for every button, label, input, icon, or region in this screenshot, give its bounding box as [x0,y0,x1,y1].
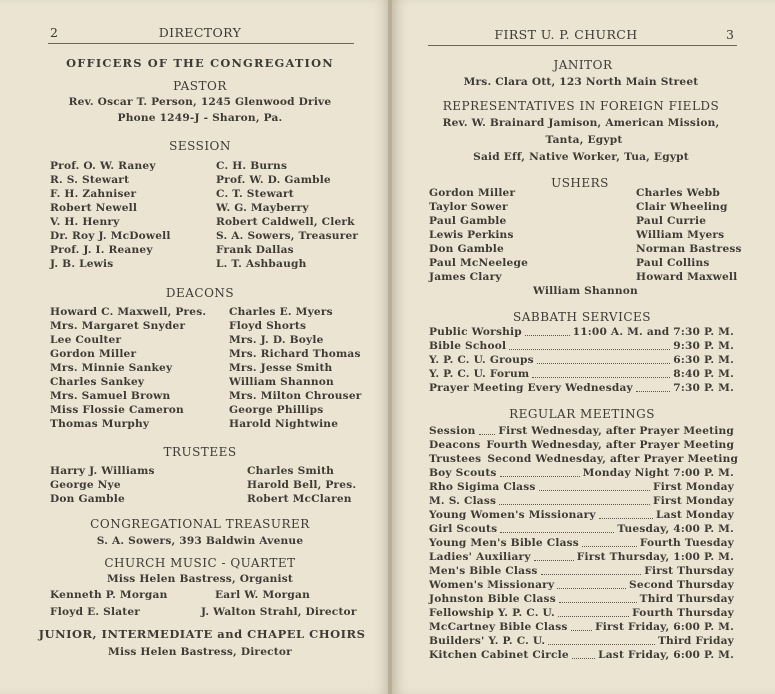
trustee-member: George Nye [50,479,121,491]
page-header-title: DIRECTORY [158,25,242,40]
ushers-heading: USHERS [551,176,609,190]
meeting-row [429,566,734,577]
schedule-row [429,369,734,380]
usher-name: Paul McNeelege [429,257,529,269]
trustee-member: Harry J. Williams [50,465,155,477]
schedule-label: Y. P. C. U. Groups [429,354,534,366]
usher-name: William Shannon [533,285,638,297]
meeting-label: McCartney Bible Class [429,621,568,633]
usher-name: Clair Wheeling [636,201,728,213]
meeting-time: First Wednesday, after Prayer Meeting [498,425,734,437]
foreign-heading: REPRESENTATIVES IN FOREIGN FIELDS [442,99,720,113]
quartet-member: Earl W. Morgan [215,589,311,601]
session-member: Prof. J. I. Reaney [50,244,153,256]
meeting-label: Girl Scouts [429,523,498,535]
dot-leader [500,532,614,533]
deacon-member: Mrs. Minnie Sankey [50,362,173,374]
meeting-time: Fourth Wednesday, after Prayer Meeting [486,439,735,451]
meeting-row [429,468,734,479]
treasurer-heading: CONGREGATIONAL TREASURER [90,517,310,531]
deacon-member: Mrs. J. D. Boyle [229,334,324,346]
organist-line: Miss Helen Bastress, Organist [106,573,294,585]
usher-name: William Myers [636,229,725,241]
foreign-line-1: Rev. W. Brainard Jamison, American Mission, [442,117,720,129]
page-right [392,0,775,694]
deacon-member: Mrs. Samuel Brown [50,390,171,402]
pastor-heading: PASTOR [173,79,227,93]
deacon-member: William Shannon [229,376,334,388]
schedule-label: Public Worship [429,326,522,338]
schedule-row [429,327,734,338]
quartet-director: J. Walton Strahl, Director [201,606,357,618]
deacon-member: Mrs. Richard Thomas [229,348,361,360]
meeting-label: Men's Bible Class [429,565,538,577]
meeting-row [429,552,734,563]
meeting-time: Second Thursday [629,579,734,591]
meeting-label: Women's Missionary [429,579,555,591]
meeting-row [429,538,734,549]
meeting-label: Boy Scouts [429,467,497,479]
schedule-time: 9:30 P. M. [673,340,734,352]
deacon-member: Charles E. Myers [229,306,333,318]
session-member: J. B. Lewis [50,258,114,270]
schedule-row [429,355,734,366]
schedule-label: Prayer Meeting Every Wednesday [429,382,633,394]
deacon-member: Harold Nightwine [229,418,339,430]
dot-leader [541,574,642,575]
meeting-row [429,482,734,493]
meeting-label: Ladies' Auxiliary [429,551,531,563]
deacon-member: Mrs. Margaret Snyder [50,320,186,332]
schedule-label: Bible School [429,340,507,352]
dot-leader [534,560,574,561]
page-number: 3 [726,27,735,42]
dot-leader [599,518,653,519]
schedule-row [429,383,734,394]
trustees-heading: TRUSTEES [163,445,237,459]
pastor-line-1: Rev. Oscar T. Person, 1245 Glenwood Drive [68,96,332,108]
usher-name: Charles Webb [636,187,720,199]
usher-name: Lewis Perkins [429,229,514,241]
dot-leader [636,391,670,392]
meeting-time: First Thursday [644,565,734,577]
deacon-member: Floyd Shorts [229,320,307,332]
schedule-row [429,341,734,352]
session-member: R. S. Stewart [50,174,130,186]
dot-leader [499,504,650,505]
sabbath-heading: SABBATH SERVICES [513,310,651,324]
meeting-time: First Thursday, 1:00 P. M. [576,551,734,563]
usher-name: Paul Currie [636,215,707,227]
trustee-member: Charles Smith [247,465,335,477]
usher-name: Taylor Sower [429,201,508,213]
meeting-label: Fellowship Y. P. C. U. [429,607,555,619]
meeting-label: Builders' Y. P. C. U. [429,635,546,647]
session-member: Prof. W. D. Gamble [216,174,331,186]
meeting-time: First Friday, 6:00 P. M. [595,621,734,633]
meeting-time: Tuesday, 4:00 P. M. [617,523,734,535]
meeting-time: Third Thursday [639,593,734,605]
usher-name: Paul Collins [636,257,710,269]
meeting-row [429,496,734,507]
meeting-time: Last Monday [656,509,734,521]
meeting-label: Trustees [429,453,482,465]
choirs-heading: JUNIOR, INTERMEDIATE and CHAPEL CHOIRS [38,627,366,641]
session-member: C. T. Stewart [216,188,294,200]
deacon-member: Mrs. Milton Chrouser [229,390,362,402]
meeting-label: Deacons [429,439,481,451]
session-heading: SESSION [169,139,231,153]
music-heading: CHURCH MUSIC - QUARTET [104,556,296,570]
meeting-row [429,510,734,521]
dot-leader [525,335,570,336]
usher-name: Gordon Miller [429,187,516,199]
officers-title: OFFICERS OF THE CONGREGATION [66,56,334,70]
usher-name: Norman Bastress [636,243,742,255]
meeting-row [429,580,734,591]
session-member: C. H. Burns [216,160,288,172]
meeting-time: Second Wednesday, after Prayer Meeting [487,453,739,465]
session-member: Robert Caldwell, Clerk [216,216,355,228]
janitor-heading: JANITOR [553,58,613,72]
dot-leader [500,476,580,477]
meeting-row [429,622,734,633]
session-member: Dr. Roy J. McDowell [50,230,171,242]
schedule-time: 11:00 A. M. and 7:30 P. M. [572,326,734,338]
session-member: Robert Newell [50,202,138,214]
meeting-label: Young Women's Missionary [429,509,596,521]
meeting-row [429,426,734,437]
meeting-time: First Monday [653,495,734,507]
trustee-member: Don Gamble [50,493,125,505]
usher-name: Paul Gamble [429,215,507,227]
meeting-row [429,440,734,451]
deacon-member: Charles Sankey [50,376,145,388]
dot-leader [537,363,670,364]
page-number: 2 [50,25,59,40]
quartet-member: Kenneth P. Morgan [50,589,168,601]
meeting-label: Kitchen Cabinet Circle [429,649,569,661]
header-rule [428,45,737,46]
meeting-row [429,608,734,619]
schedule-label: Y. P. C. U. Forum [429,368,530,380]
meeting-label: Young Men's Bible Class [429,537,579,549]
meeting-time: First Monday [653,481,734,493]
meeting-label: M. S. Class [429,495,497,507]
quartet-member: Floyd E. Slater [50,606,141,618]
meeting-label: Johnston Bible Class [429,593,556,605]
meeting-time: Monday Night 7:00 P. M. [582,467,734,479]
dot-leader [558,616,629,617]
deacon-member: Thomas Murphy [50,418,150,430]
deacon-member: Mrs. Jesse Smith [229,362,333,374]
foreign-line-3: Said Eff, Native Worker, Tua, Egypt [473,151,689,163]
deacon-member: Miss Flossie Cameron [50,404,184,416]
janitor-line: Mrs. Clara Ott, 123 North Main Street [463,76,699,88]
foreign-line-2: Tanta, Egypt [545,134,623,146]
usher-name: James Clary [429,271,502,283]
deacon-member: Gordon Miller [50,348,137,360]
session-member: L. T. Ashbaugh [216,258,307,270]
usher-name: Howard Maxwell [636,271,738,283]
session-member: F. H. Zahniser [50,188,137,200]
page-header-title: FIRST U. P. CHURCH [494,27,638,42]
dot-leader [557,588,626,589]
treasurer-line: S. A. Sowers, 393 Baldwin Avenue [96,535,304,547]
header-rule [48,43,354,44]
dot-leader [559,602,637,603]
dot-leader [539,490,650,491]
session-member: V. H. Henry [50,216,120,228]
meeting-time: Fourth Thursday [632,607,734,619]
meeting-label: Session [429,425,476,437]
dot-leader [509,349,670,350]
session-member: Prof. O. W. Raney [50,160,156,172]
schedule-time: 6:30 P. M. [673,354,734,366]
trustee-member: Harold Bell, Pres. [247,479,357,491]
dot-leader [582,546,637,547]
dot-leader [479,434,496,435]
meeting-label: Rho Sigima Class [429,481,536,493]
meeting-time: Fourth Tuesday [639,537,734,549]
schedule-time: 7:30 P. M. [673,382,734,394]
session-member: Frank Dallas [216,244,294,256]
dot-leader [571,630,593,631]
meeting-row [429,524,734,535]
dot-leader [548,644,655,645]
pastor-line-2: Phone 1249-J - Sharon, Pa. [117,112,283,124]
meeting-row [429,636,734,647]
deacon-member: George Phillips [229,404,324,416]
meetings-heading: REGULAR MEETINGS [509,407,655,421]
dot-leader [532,377,670,378]
schedule-time: 8:40 P. M. [673,368,734,380]
session-member: W. G. Mayberry [216,202,309,214]
meeting-time: Last Friday, 6:00 P. M. [598,649,734,661]
trustee-member: Robert McClaren [247,493,352,505]
deacon-member: Howard C. Maxwell, Pres. [50,306,207,318]
choirs-director: Miss Helen Bastress, Director [108,646,292,658]
deacons-heading: DEACONS [165,286,235,300]
meeting-row [429,594,734,605]
deacon-member: Lee Coulter [50,334,122,346]
dot-leader [572,658,595,659]
meeting-time: Third Friday [657,635,734,647]
meeting-row [429,453,739,465]
session-member: S. A. Sowers, Treasurer [216,230,359,242]
usher-name: Don Gamble [429,243,504,255]
meeting-row [429,650,734,661]
